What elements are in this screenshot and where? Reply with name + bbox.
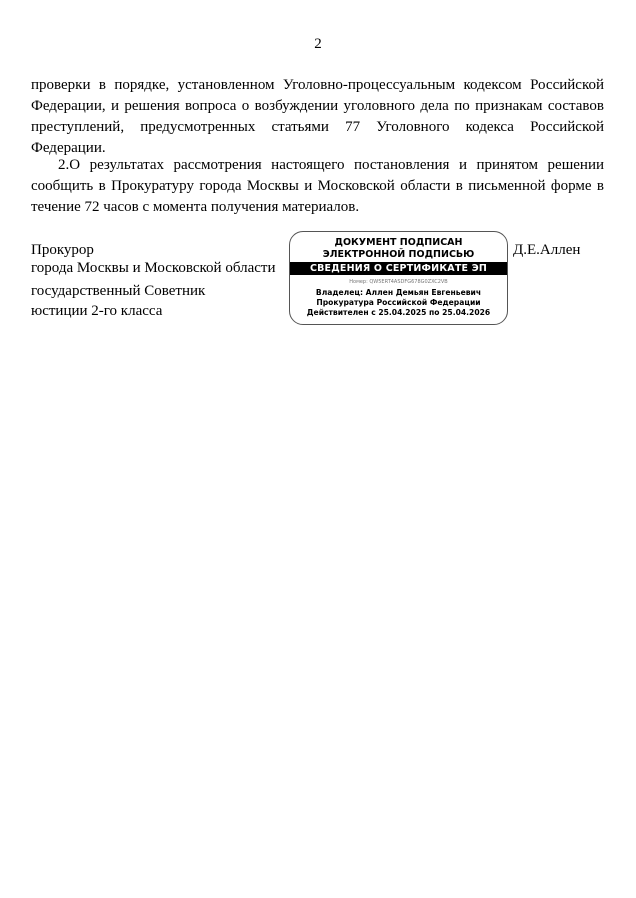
- electronic-signature-stamp: [289, 231, 508, 325]
- signer-name: Д.Е.Аллен: [513, 242, 581, 258]
- paragraph-1: проверки в порядке, установленном Уголовно-процессуальным кодексом Российской Федерации, и решения вопроса о возбуждении уголовного дела по признакам составов преступлений, предусмотренных статьями 77 Уголовного кодекса Российской Федерации.: [31, 77, 604, 156]
- stamp-info: [290, 288, 507, 318]
- signer-title-line-3: государственный Советник: [31, 283, 206, 299]
- stamp-title-line-2: ЭЛЕКТРОННОЙ ПОДПИСЬЮ: [322, 249, 475, 260]
- stamp-organization: Прокуратура Российской Федерации: [316, 298, 481, 307]
- stamp-validity: Действителен с 25.04.2025 по 25.04.2026: [306, 308, 491, 317]
- signer-title-line-1: Прокурор: [31, 242, 94, 258]
- stamp-owner: Владелец: Аллен Демьян Евгеньевич: [315, 288, 482, 297]
- signer-title-line-2: города Москвы и Московской области: [31, 260, 276, 276]
- stamp-certificate-number: Номер: QW5ERT4ASDFG678G0ZXC2VB: [349, 279, 448, 285]
- paragraph-2: 2.О результатах рассмотрения настоящего постановления и принятом решении сообщить в Прокуратуру города Москвы и Московской области в письменной форме в течение 72 часов с момента получения материалов.: [31, 157, 604, 215]
- stamp-certificate-bar: СВЕДЕНИЯ О СЕРТИФИКАТЕ ЭП: [290, 262, 507, 275]
- signer-title-line-4: юстиции 2-го класса: [31, 303, 163, 319]
- stamp-title-line-1: ДОКУМЕНТ ПОДПИСАН: [334, 237, 463, 248]
- page-number: 2: [314, 36, 322, 52]
- stamp-title: [290, 237, 507, 261]
